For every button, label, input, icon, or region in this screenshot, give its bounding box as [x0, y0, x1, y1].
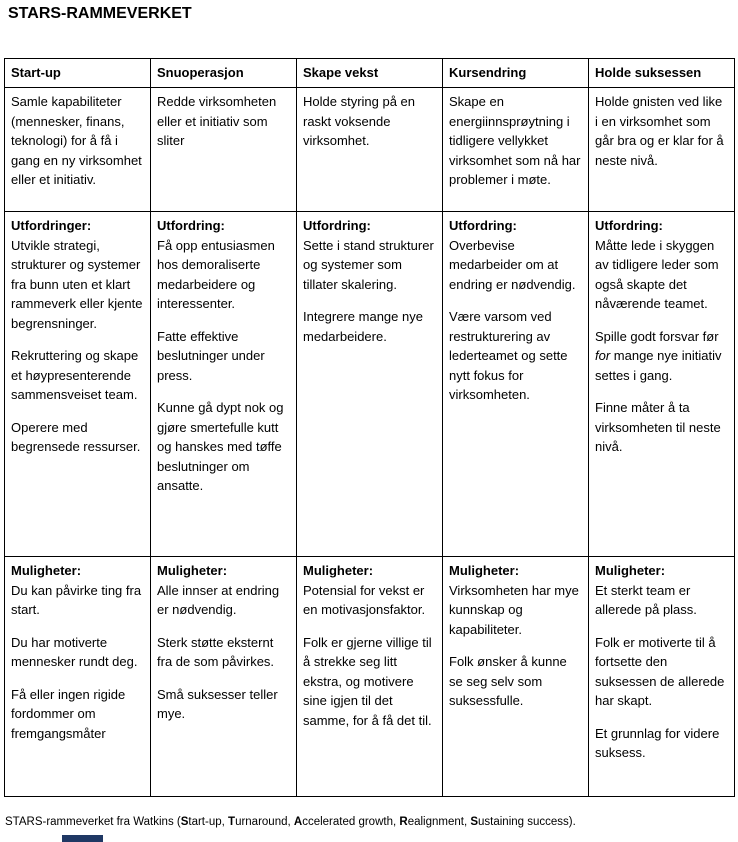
challenges-label: Utfordringer: — [11, 218, 92, 233]
cell-paragraph: Utfordring: Overbevise medarbeider om at endring er nødvendig. — [449, 218, 576, 292]
challenges-label: Utfordring: — [157, 218, 225, 233]
cell-paragraph: Utfordring: Sette i stand strukturer og systemer som tillater skalering. — [303, 218, 434, 292]
opportunities-label: Muligheter: — [449, 563, 520, 578]
cell-paragraph: Folk er gjerne villige til å strekke seg litt ekstra, og motivere sine igjen til det samme, for å få det til. — [303, 634, 432, 728]
cell-paragraph: Samle kapabiliteter (mennesker, finans, teknologi) for å få i gang en ny virksomhet eller et initiativ. — [11, 94, 142, 187]
cell-paragraph: Holde gnisten ved like i en virksomhet som går bra og er klar for å neste nivå. — [595, 94, 724, 168]
opportunities-label: Muligheter: — [157, 563, 228, 578]
cell-paragraph: Rekruttering og skape et høypresenterende sammensveiset team. — [11, 348, 139, 402]
cell-paragraph: Utfordringer: Utvikle strategi, strukturer og systemer fra bunn uten et klart rammeverk eller kjente begrensninger. — [11, 218, 143, 331]
cell-paragraph: Finne måter å ta virksomheten til neste nivå. — [595, 400, 721, 454]
cell-holde-suksessen-challenges — [589, 212, 735, 557]
cell-paragraph: Muligheter: Et sterkt team er allerede på plass. — [595, 563, 697, 617]
cell-paragraph: Muligheter: Virksomheten har mye kunnskap og kapabiliteter. — [449, 563, 579, 637]
column-header-holde-suksessen: Holde suksessen — [589, 59, 735, 88]
cell-startup-description — [5, 88, 151, 212]
cell-paragraph: Operere med begrensede ressurser. — [11, 419, 141, 454]
cell-snuoperasjon-opportunities — [151, 557, 297, 797]
page-title: STARS-RAMMEVERKET — [8, 5, 192, 22]
cell-paragraph: Folk er motiverte til å fortsette den suksessen de allerede har skapt. — [595, 634, 725, 708]
cell-kursendring-challenges — [443, 212, 589, 557]
cell-holde-suksessen-opportunities — [589, 557, 735, 797]
cell-paragraph: Folk ønsker å kunne se seg selv som suksessfulle. — [449, 654, 567, 708]
cell-paragraph: Kunne gå dypt nok og gjøre smertefulle kutt og hanskes med tøffe beslutninger om ansatte. — [157, 400, 284, 493]
cell-kursendring-description — [443, 88, 589, 212]
cell-paragraph: Små suksesser teller mye. — [157, 686, 278, 721]
bottom-blue-bar — [62, 835, 103, 842]
table-header-row — [5, 59, 735, 88]
cell-skape-vekst-opportunities — [297, 557, 443, 797]
cell-paragraph: Utfordring: Måtte lede i skyggen av tidligere leder som også skapte det nåværende teamet. — [595, 218, 719, 311]
table-row-opportunities — [5, 557, 735, 797]
cell-paragraph: Sterk støtte eksternt fra de som påvirkes. — [157, 634, 275, 669]
cell-paragraph: Du har motiverte mennesker rundt deg. — [11, 634, 138, 669]
cell-paragraph: Muligheter: Potensial for vekst er en motivasjonsfaktor. — [303, 563, 426, 617]
cell-paragraph: Spille godt forsvar før for mange nye initiativ settes i gang. — [595, 328, 722, 383]
cell-paragraph: Være varsom ved restrukturering av lederteamet og sette nytt fokus for virksomheten. — [449, 309, 568, 402]
cell-paragraph: Holde styring på en raskt voksende virksomhet. — [303, 94, 416, 148]
table-caption: STARS-rammeverket fra Watkins (Start-up, Turnaround, Accelerated growth, Realignment, Sustaining success). — [5, 816, 576, 828]
column-header-snuoperasjon: Snuoperasjon — [151, 59, 297, 88]
column-header-skape-vekst: Skape vekst — [297, 59, 443, 88]
opportunities-label: Muligheter: — [595, 563, 666, 578]
cell-holde-suksessen-description — [589, 88, 735, 212]
cell-paragraph: Få eller ingen rigide fordommer om fremgangsmåter — [11, 686, 126, 741]
opportunities-label: Muligheter: — [11, 563, 82, 578]
cell-paragraph: Integrere mange nye medarbeidere. — [303, 309, 423, 344]
cell-kursendring-opportunities — [443, 557, 589, 797]
cell-snuoperasjon-challenges — [151, 212, 297, 557]
challenges-label: Utfordring: — [449, 218, 517, 233]
cell-skape-vekst-challenges — [297, 212, 443, 557]
table-row-description — [5, 88, 735, 212]
opportunities-label: Muligheter: — [303, 563, 374, 578]
stars-framework-table — [4, 58, 735, 797]
cell-paragraph: Et grunnlag for videre suksess. — [595, 725, 720, 760]
cell-paragraph: Utfordring: Få opp entusiasmen hos demoraliserte medarbeidere og interessenter. — [157, 218, 275, 311]
cell-skape-vekst-description — [297, 88, 443, 212]
cell-startup-challenges — [5, 212, 151, 557]
cell-paragraph: Muligheter: Du kan påvirke ting fra start. — [11, 563, 142, 617]
cell-paragraph: Muligheter: Alle innser at endring er nødvendig. — [157, 563, 280, 617]
challenges-label: Utfordring: — [303, 218, 371, 233]
challenges-label: Utfordring: — [595, 218, 663, 233]
cell-snuoperasjon-description — [151, 88, 297, 212]
column-header-startup: Start-up — [5, 59, 151, 88]
cell-paragraph: Skape en energiinnsprøytning i tidligere vellykket virksomhet som nå har problemer i møte. — [449, 94, 581, 187]
cell-startup-opportunities — [5, 557, 151, 797]
column-header-kursendring: Kursendring — [443, 59, 589, 88]
cell-paragraph: Fatte effektive beslutninger under press. — [157, 328, 265, 383]
cell-paragraph: Redde virksomheten eller et initiativ som sliter — [157, 94, 277, 148]
table-row-challenges — [5, 212, 735, 557]
